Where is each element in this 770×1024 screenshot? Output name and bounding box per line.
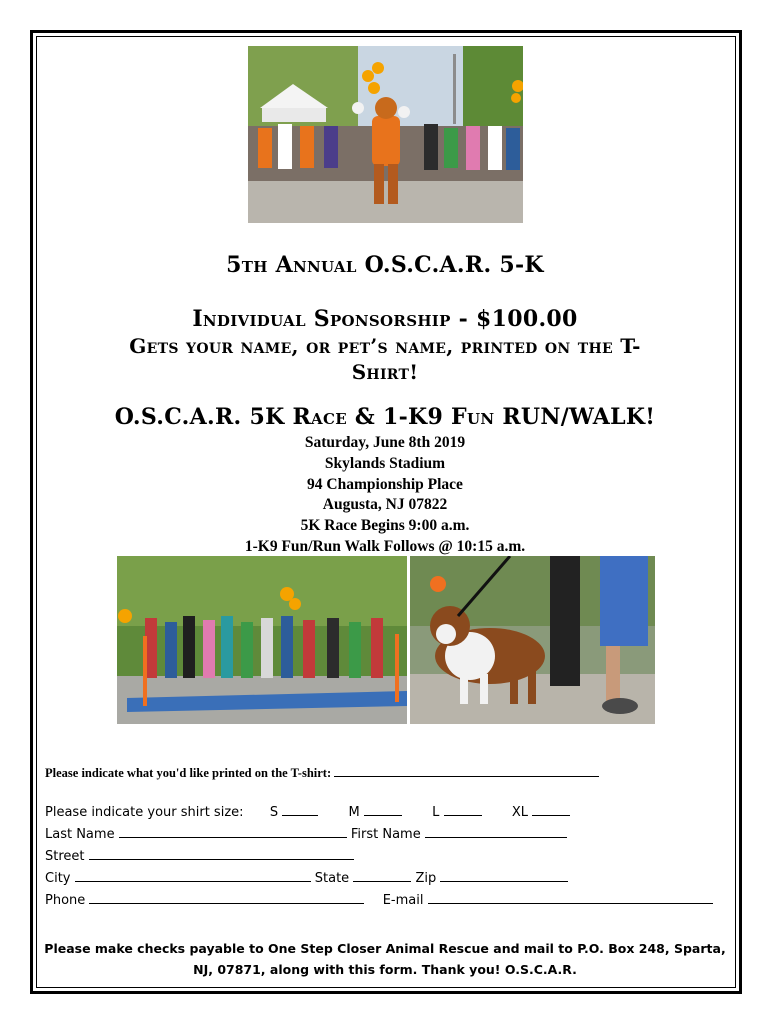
runners-photo [117, 556, 407, 724]
first-name-label: First Name [350, 827, 421, 842]
sponsorship-price-heading: Individual Sponsorship - $100.00 [192, 306, 578, 332]
tshirt-print-label: Please indicate what you'd like printed on the T-shirt: [45, 766, 332, 780]
street-field[interactable] [89, 847, 354, 860]
sponsorship-description [40, 333, 730, 385]
state-field[interactable] [353, 869, 411, 882]
mailing-instructions-line1: Please make checks payable to One Step Closer Animal Rescue and mail to P.O. Box 248, Sparta, [44, 941, 726, 956]
city-row [45, 869, 568, 886]
race-title: O.S.C.A.R. 5K Race & 1-K9 Fun RUN/WALK! [114, 404, 656, 430]
email-field[interactable] [428, 891, 713, 904]
city-label: City [45, 871, 71, 886]
size-l-label: L [432, 805, 440, 820]
race-start-time: 5K Race Begins 9:00 a.m. [300, 517, 470, 535]
tshirt-print-field[interactable] [334, 764, 599, 777]
contact-row [45, 891, 713, 908]
first-name-field[interactable] [425, 825, 567, 838]
walk-start-time: 1-K9 Fun/Run Walk Follows @ 10:15 a.m. [244, 537, 526, 555]
event-details [40, 433, 730, 558]
zip-field[interactable] [440, 869, 568, 882]
mascot-crowd-photo [248, 46, 523, 223]
event-street: 94 Championship Place [307, 475, 463, 493]
last-name-label: Last Name [45, 827, 115, 842]
dog-walk-photo [410, 556, 655, 724]
zip-label: Zip [415, 871, 437, 886]
size-xl-field[interactable] [532, 803, 570, 816]
size-m-label: M [348, 805, 360, 820]
mailing-instructions-line2: NJ, 07871, along with this form. Thank you! O.S.C.A.R. [193, 962, 577, 977]
event-date: Saturday, June 8th 2019 [304, 434, 466, 451]
event-city: Augusta, NJ 07822 [322, 496, 448, 514]
size-s-label: S [269, 805, 279, 820]
mailing-instructions [40, 938, 730, 980]
sponsorship-description-line2: Shirt! [351, 360, 419, 384]
size-xl-label: XL [511, 805, 528, 820]
shirt-size-row [45, 803, 570, 820]
event-venue: Skylands Stadium [324, 454, 446, 472]
size-m-field[interactable] [364, 803, 402, 816]
tshirt-print-question [45, 764, 599, 781]
email-label: E-mail [382, 893, 424, 908]
street-label: Street [45, 849, 85, 864]
size-l-field[interactable] [444, 803, 482, 816]
sponsorship-description-line1: Gets your name, or pet’s name, printed on the T- [129, 334, 641, 358]
city-field[interactable] [75, 869, 311, 882]
name-row [45, 825, 567, 842]
last-name-field[interactable] [119, 825, 347, 838]
phone-field[interactable] [89, 891, 364, 904]
street-row [45, 847, 354, 864]
state-label: State [314, 871, 350, 886]
shirt-size-label: Please indicate your shirt size: [45, 805, 244, 820]
size-s-field[interactable] [282, 803, 318, 816]
phone-label: Phone [45, 893, 86, 908]
event-main-title: 5th Annual O.S.C.A.R. 5-K [226, 252, 544, 278]
